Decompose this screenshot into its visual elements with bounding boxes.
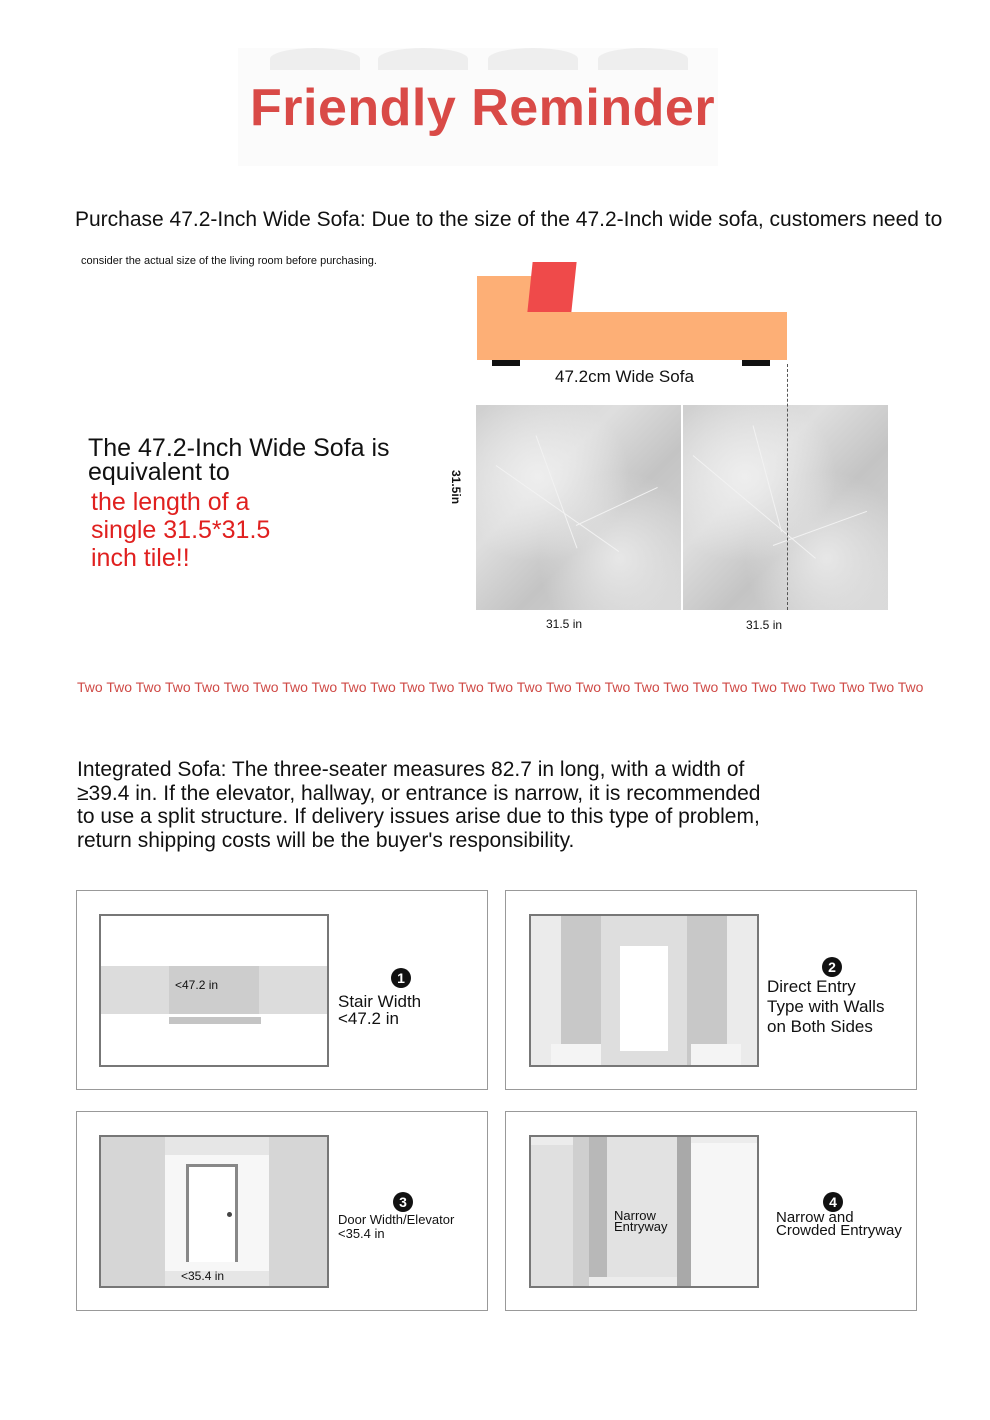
number-badge: 2: [822, 957, 842, 977]
panel-label-line: Door Width/Elevator: [338, 1212, 455, 1227]
panel-label-line: Crowded Entryway: [776, 1222, 902, 1239]
cloud-shape: [488, 48, 578, 70]
intro-line-2: consider the actual size of the living room before purchasing.: [81, 255, 377, 267]
panel-label-line: Stair Width: [338, 992, 422, 1011]
integrated-sofa-paragraph: [77, 758, 837, 852]
equivalence-line: equivalent to: [88, 458, 230, 486]
sofa-width-label: 47.2cm Wide Sofa: [555, 367, 694, 386]
sofa-seat-gap: [540, 276, 787, 312]
door-knob: [227, 1212, 232, 1217]
hallway-illustration: [529, 914, 759, 1067]
panel-label: [338, 1213, 454, 1241]
tile-width-label: 31.5 in: [746, 618, 783, 632]
entryway-illustration: [529, 1135, 759, 1288]
number-badge: 1: [391, 968, 411, 988]
equivalence-line: The 47.2-Inch Wide Sofa is: [88, 434, 390, 462]
panel-label-line: Direct Entry: [767, 977, 856, 996]
panel-direct-entry: [505, 890, 917, 1090]
page-title: Friendly Reminder: [250, 79, 716, 137]
cloud-shape: [270, 48, 360, 70]
highlight-line: inch tile!!: [91, 544, 190, 572]
equivalence-highlight: [91, 488, 331, 572]
entryway-inner-label: [614, 1210, 667, 1232]
panel-label: [776, 1211, 902, 1237]
panel-door-width: [76, 1111, 488, 1311]
paragraph-line: Integrated Sofa: The three-seater measures 82.7 in long, with a width of: [77, 758, 745, 781]
panel-stair-width: [76, 890, 488, 1090]
panel-label-line: <35.4 in: [338, 1226, 385, 1241]
door-illustration: [99, 1135, 329, 1288]
panel-label-line: Narrow and: [776, 1209, 854, 1226]
tile-height-label: 31.5in: [449, 470, 463, 505]
paragraph-line: to use a split structure. If delivery issues arise due to this type of problem,: [77, 805, 760, 828]
stair-step: [169, 1017, 261, 1024]
doorway: [620, 946, 668, 1051]
inner-label-line: Entryway: [614, 1219, 668, 1234]
paragraph-line: ≥39.4 in. If the elevator, hallway, or entrance is narrow, it is recommended: [77, 781, 761, 805]
panel-label-line: <47.2 in: [338, 1009, 399, 1028]
stair-width-label: <47.2 in: [175, 978, 219, 992]
cloud-shape: [378, 48, 468, 70]
two-repeat-text: Two Two Two Two Two Two Two Two Two Two Two Two Two Two Two Two Two Two Two Two Two Two Two Two Two Two Two Two Two: [77, 679, 924, 695]
number-badge: 3: [393, 1192, 413, 1212]
door-width-label: <35.4 in: [181, 1269, 225, 1283]
stair-illustration: [99, 914, 329, 1067]
panel-narrow-entryway: [505, 1111, 917, 1311]
inner-label-line: Narrow: [614, 1208, 656, 1223]
sofa-leg: [742, 360, 770, 366]
sofa-edge-guide: [787, 364, 788, 610]
floor-tile: [683, 405, 888, 610]
panel-label: [338, 993, 421, 1027]
floor-tile: [476, 405, 681, 610]
sofa-leg: [492, 360, 520, 366]
number-badge: 4: [823, 1192, 843, 1212]
sofa-pillow: [527, 262, 576, 312]
panel-label: [767, 977, 884, 1037]
highlight-line: the length of a: [91, 488, 250, 516]
highlight-line: single 31.5*31.5: [91, 516, 271, 544]
equivalence-text: [88, 436, 390, 484]
cloud-shape: [598, 48, 688, 70]
tile-width-label: 31.5 in: [546, 617, 583, 631]
panel-label-line: Type with Walls: [767, 997, 885, 1016]
intro-line-1: Purchase 47.2-Inch Wide Sofa: Due to the size of the 47.2-Inch wide sofa, customers need to: [75, 208, 943, 231]
paragraph-line: return shipping costs will be the buyer's responsibility.: [77, 828, 575, 852]
panel-label-line: on Both Sides: [767, 1017, 873, 1036]
